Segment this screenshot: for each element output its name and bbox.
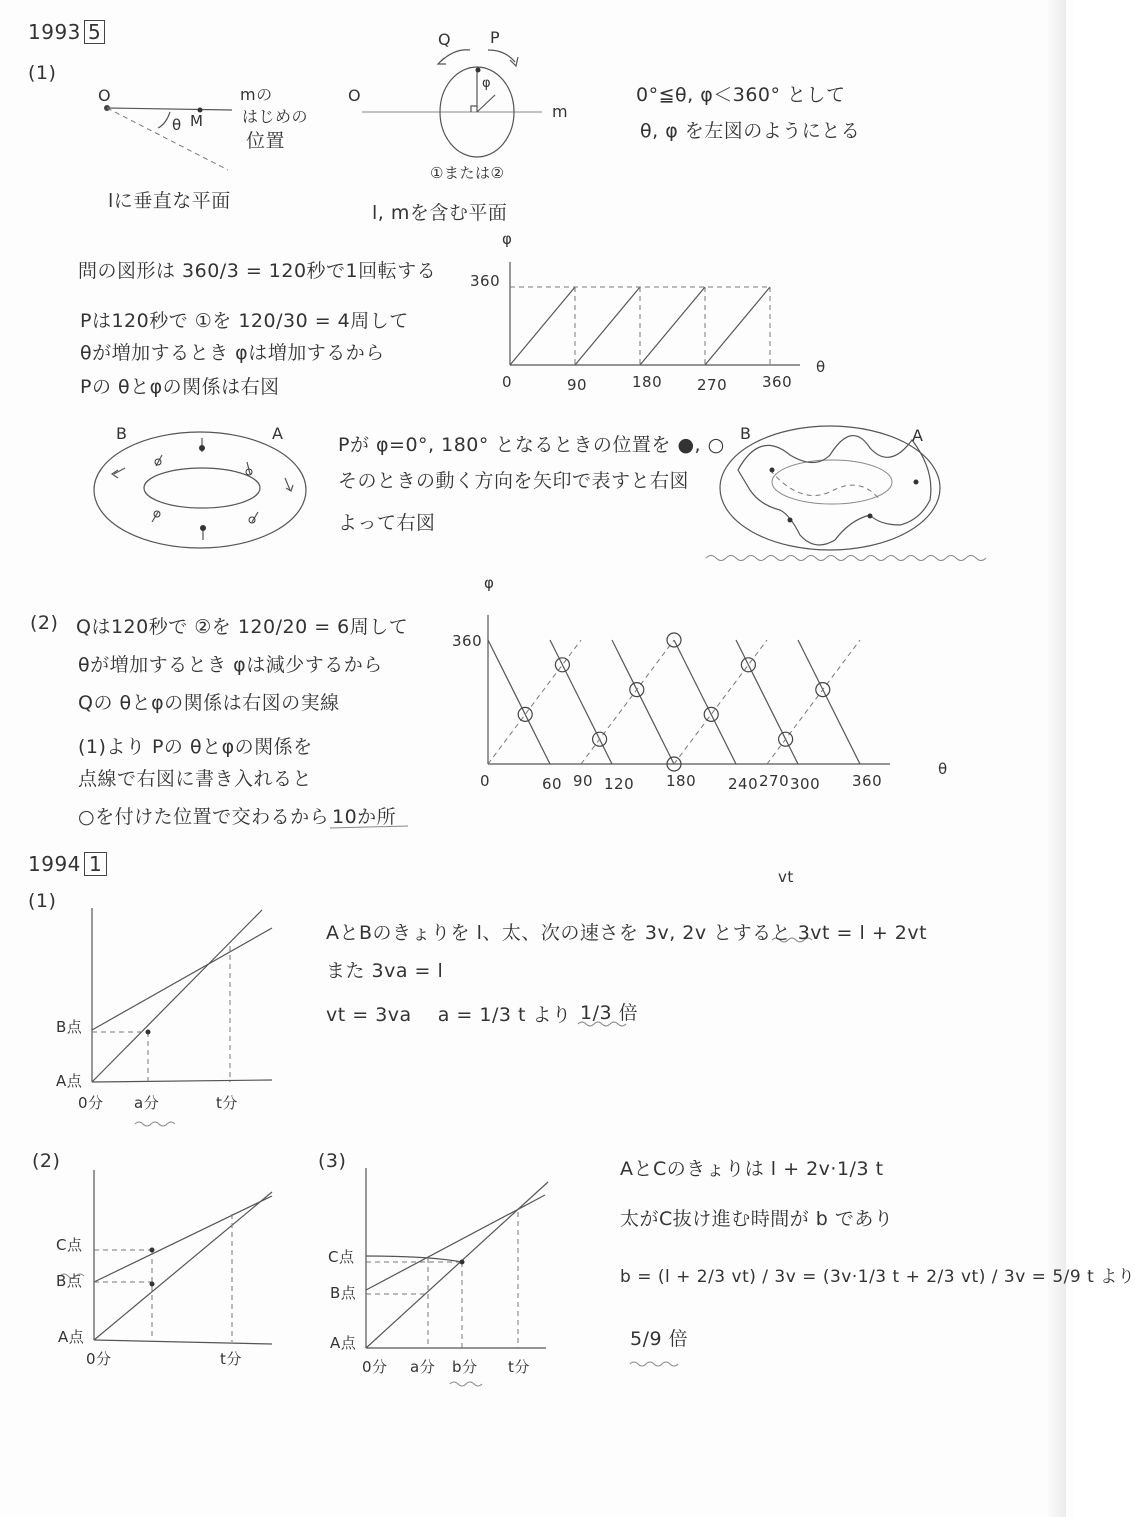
fig2-circle-label: ①または② bbox=[430, 164, 505, 182]
g3-t0: 0分 bbox=[362, 1358, 388, 1376]
fig2-phi: φ bbox=[482, 76, 492, 91]
chart2-series1-segment-0 bbox=[488, 640, 581, 764]
chart2-xlabel: θ bbox=[938, 760, 948, 778]
fig1-theta: θ bbox=[172, 116, 182, 134]
note-range: 0°≦θ, φ＜360° として bbox=[636, 84, 846, 106]
torus-direction-figure bbox=[94, 432, 306, 548]
problem-number-5: 5 bbox=[84, 20, 105, 44]
graph-1994-3 bbox=[366, 1168, 548, 1386]
problem-number-1: 1 bbox=[84, 852, 107, 876]
fig1-m-point: M bbox=[190, 112, 204, 130]
answer-1-third: 1/3 倍 bbox=[580, 1002, 639, 1024]
fig1-point-o: O bbox=[98, 86, 112, 105]
sol3-line1: AとCのきょりは l + 2v·1/3 t bbox=[620, 1158, 884, 1180]
chart1-xtick-270: 270 bbox=[697, 376, 728, 394]
chart1-xtick-90: 90 bbox=[567, 376, 588, 394]
chart2-series0-segment-5 bbox=[798, 640, 860, 764]
chart2-ylabel: φ bbox=[484, 574, 495, 592]
year-1994: 1994 bbox=[28, 852, 81, 876]
part-2-label: (2) bbox=[30, 612, 59, 634]
chart1-xtick-360: 360 bbox=[762, 373, 793, 391]
g3-b-point: B点 bbox=[330, 1284, 357, 1302]
chart2-xtick-90: 90 bbox=[573, 772, 594, 790]
text-p-relation: Pの θとφの関係は右図 bbox=[80, 376, 280, 398]
fig2-p: P bbox=[490, 28, 501, 47]
chart2-xtick-60: 60 bbox=[542, 775, 563, 793]
g2-tt: t分 bbox=[220, 1350, 242, 1368]
text-rotation: 問の図形は 360/3 = 120秒で1回転する bbox=[78, 260, 437, 282]
sol1-line3: vt = 3va a = 1/3 t より bbox=[326, 1004, 572, 1026]
sol1-vt-annotation: vt bbox=[778, 868, 794, 886]
sol3-line2: 太がC抜け進む時間が b であり bbox=[620, 1208, 894, 1230]
part-3-1994-label: (3) bbox=[318, 1150, 347, 1172]
chart2-xtick-360: 360 bbox=[852, 772, 883, 790]
g2-t0: 0分 bbox=[86, 1350, 112, 1368]
torus1-label-a: A bbox=[272, 424, 284, 443]
sol3-line3: b = (l + 2/3 vt) / 3v = (3v·1/3 t + 2/3 vt) / 3v = 5/9 t より bbox=[620, 1267, 1135, 1287]
chart2-ytick-360: 360 bbox=[452, 632, 483, 650]
g3-c-point: C点 bbox=[328, 1248, 355, 1266]
torus-path-figure bbox=[706, 426, 986, 561]
fig2-caption: l, mを含む平面 bbox=[372, 202, 508, 224]
torus2-label-a: A bbox=[912, 426, 924, 445]
text-q-laps: Qは120秒で ②を 120/20 = 6周して bbox=[76, 616, 409, 638]
answer-10-points: 10か所 bbox=[332, 806, 397, 828]
chart1-ylabel: φ bbox=[502, 230, 513, 248]
chart2-xtick-270: 270 bbox=[759, 772, 790, 790]
part-1-1994-label: (1) bbox=[28, 890, 57, 912]
text-q-decrease: θが増加するとき φは減少するから bbox=[78, 654, 383, 676]
g2-a-point: A点 bbox=[58, 1328, 85, 1346]
direction-arrows bbox=[112, 438, 293, 540]
note-angles: θ, φ を左図のようにとる bbox=[640, 120, 861, 142]
chart-q-theta-phi bbox=[488, 615, 890, 771]
fig2-m: m bbox=[552, 102, 569, 121]
g2-b-point: B点 bbox=[56, 1272, 83, 1290]
year-1993: 1993 bbox=[28, 20, 81, 44]
g3-ta: a分 bbox=[410, 1358, 436, 1376]
torus1-label-b: B bbox=[116, 424, 128, 443]
part-2-1994-label: (2) bbox=[32, 1150, 61, 1172]
text-p-laps: Pは120秒で ①を 120/30 = 4周して bbox=[80, 310, 409, 332]
g3-tt: t分 bbox=[508, 1358, 530, 1376]
chart2-series1-segment-2 bbox=[674, 640, 767, 764]
text-p-increase: θが増加するとき φは増加するから bbox=[80, 342, 385, 364]
torus2-label-b: B bbox=[740, 424, 752, 443]
text-intersections: ○を付けた位置で交わるから bbox=[78, 806, 330, 828]
text-position-marks: Pが φ=0°, 180° となるときの位置を ●, ○ bbox=[338, 434, 725, 456]
fig2-o: O bbox=[348, 86, 362, 105]
sol1-line2: また 3va = l bbox=[326, 960, 444, 982]
graph-1994-1 bbox=[92, 908, 272, 1126]
fig1-caption: lに垂直な平面 bbox=[108, 190, 231, 212]
chart2-series1-segment-3 bbox=[767, 640, 860, 764]
text-therefore: よって右図 bbox=[338, 512, 436, 534]
g1-b-point: B点 bbox=[56, 1018, 83, 1036]
chart1-xtick-180: 180 bbox=[632, 373, 663, 391]
fig-perpendicular-plane bbox=[104, 105, 232, 170]
fig1-m-start-3: 位置 bbox=[246, 130, 286, 152]
fig1-m-start-2: はじめの bbox=[242, 107, 309, 126]
chart1-series0-segment-0 bbox=[510, 287, 575, 365]
chart2-series0-segment-0 bbox=[488, 640, 550, 764]
g1-tt: t分 bbox=[216, 1094, 238, 1112]
fig2-q: Q bbox=[438, 30, 452, 49]
text-q-relation: Qの θとφの関係は右図の実線 bbox=[78, 692, 340, 714]
g3-a-point: A点 bbox=[330, 1334, 357, 1352]
chart1-series0-segment-3 bbox=[705, 287, 770, 365]
g1-a-point: A点 bbox=[56, 1072, 83, 1090]
chart2-series0-segment-3 bbox=[674, 640, 736, 764]
fig-plane-containing-lm bbox=[362, 50, 542, 157]
g3-tb: b分 bbox=[452, 1358, 478, 1376]
chart2-xtick-120: 120 bbox=[604, 775, 635, 793]
chart2-series0-segment-2 bbox=[612, 640, 674, 764]
chart1-series0-segment-2 bbox=[640, 287, 705, 365]
chart2-xtick-240: 240 bbox=[728, 775, 759, 793]
chart1-xlabel: θ bbox=[816, 358, 826, 376]
fig1-m-start-1: mの bbox=[240, 85, 273, 104]
chart1-xtick-0: 0 bbox=[502, 373, 513, 391]
chart1-ytick-360: 360 bbox=[470, 272, 501, 290]
chart2-xtick-180: 180 bbox=[666, 772, 697, 790]
g2-c-point: C点 bbox=[56, 1236, 83, 1254]
text-dotted-line: 点線で右図に書き入れると bbox=[78, 768, 313, 790]
chart1-series0-segment-1 bbox=[575, 287, 640, 365]
chart-p-theta-phi bbox=[510, 262, 800, 365]
chart2-xtick-0: 0 bbox=[480, 772, 491, 790]
sol1-line1: AとBのきょりを l、太、次の速さを 3v, 2v とすると 3vt = l + 2vt bbox=[326, 922, 928, 944]
chart2-series1-segment-1 bbox=[581, 640, 674, 764]
part-1-label: (1) bbox=[28, 62, 57, 84]
text-from-1: (1)より Pの θとφの関係を bbox=[78, 736, 313, 758]
g1-ta: a分 bbox=[134, 1094, 160, 1112]
chart2-xtick-300: 300 bbox=[790, 775, 821, 793]
answer-5-ninths: 5/9 倍 bbox=[630, 1328, 689, 1350]
g1-t0: 0分 bbox=[78, 1094, 104, 1112]
graph-1994-2 bbox=[60, 1170, 272, 1344]
text-direction-arrows: そのときの動く方向を矢印で表すと右図 bbox=[338, 470, 690, 492]
